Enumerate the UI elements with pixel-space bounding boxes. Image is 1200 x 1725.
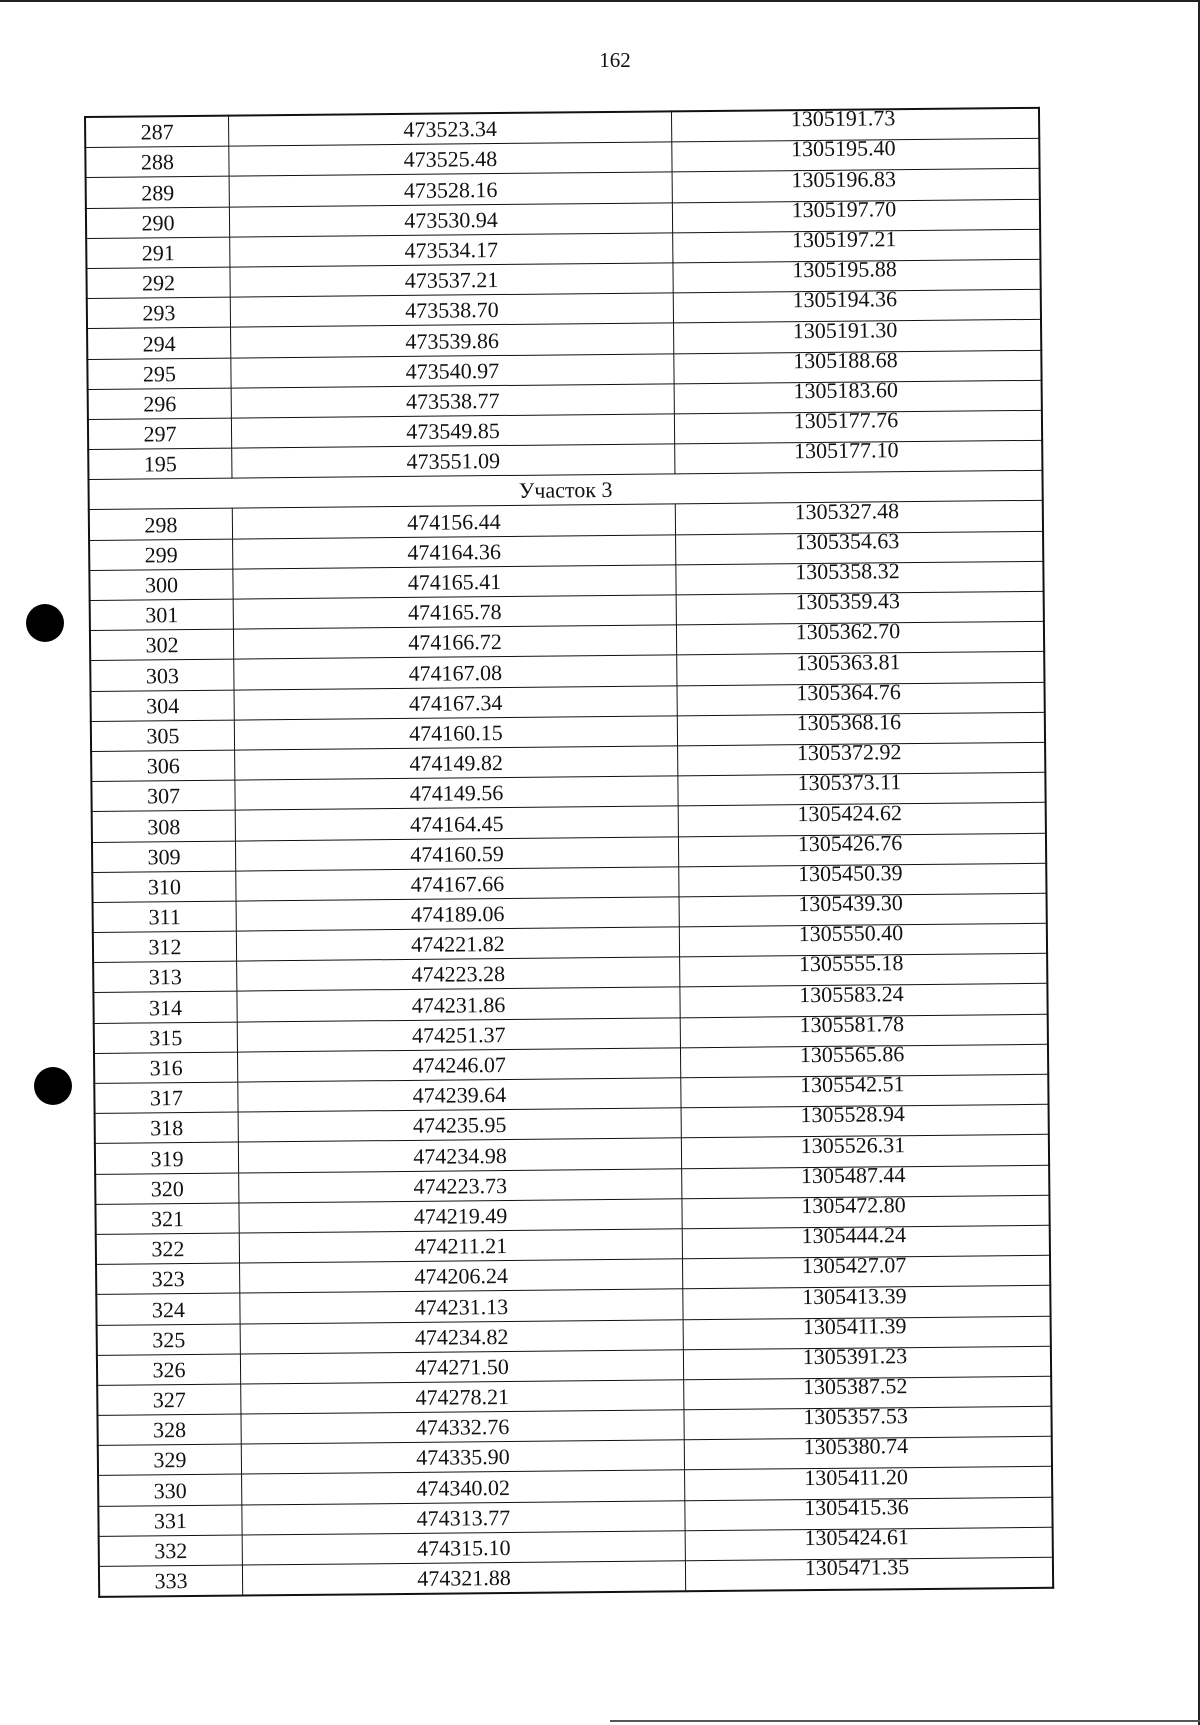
point-number-cell [96, 1233, 240, 1265]
x-coordinate-cell [240, 1349, 683, 1383]
x-coordinate-text: 474149.56 [409, 780, 504, 807]
x-coordinate-text: 474167.66 [410, 870, 505, 897]
point-number-cell [90, 599, 234, 631]
x-coordinate-cell [238, 1138, 681, 1172]
y-coordinate-text: 1305327.48 [794, 497, 900, 524]
x-coordinate-text: 474231.13 [414, 1293, 509, 1320]
x-coordinate-text: 474235.95 [412, 1112, 507, 1139]
point-number-text: 319 [150, 1145, 184, 1171]
x-coordinate-cell [242, 1500, 685, 1534]
y-coordinate-text: 1305444.24 [801, 1222, 907, 1249]
point-number-text: 325 [152, 1326, 186, 1353]
x-coordinate-cell [242, 1561, 685, 1596]
x-coordinate-cell [229, 111, 672, 146]
y-coordinate-cell [675, 437, 1043, 474]
x-coordinate-cell [231, 323, 674, 357]
y-coordinate-text: 1305550.40 [798, 920, 904, 947]
x-coordinate-cell [230, 263, 673, 297]
y-coordinate-text: 1305372.92 [796, 739, 902, 766]
point-number-cell [99, 1565, 243, 1597]
point-number-text: 298 [144, 511, 178, 538]
point-number-cell [94, 1082, 238, 1114]
point-number-cell [92, 841, 236, 873]
x-coordinate-text: 474239.64 [412, 1082, 507, 1109]
x-coordinate-cell [234, 655, 677, 689]
x-coordinate-text: 474165.78 [407, 599, 502, 626]
x-coordinate-cell [235, 806, 678, 840]
y-coordinate-cell [685, 1554, 1053, 1591]
point-number-text: 295 [142, 360, 177, 387]
x-coordinate-cell [229, 202, 672, 236]
point-number-cell [95, 1112, 239, 1144]
point-number-text: 332 [154, 1538, 188, 1564]
y-coordinate-text: 1305195.88 [792, 256, 897, 283]
y-coordinate-text: 1305188.68 [793, 346, 898, 373]
point-number-cell [86, 176, 230, 208]
x-coordinate-text: 473551.09 [406, 448, 501, 475]
x-coordinate-text: 473538.70 [405, 297, 499, 324]
x-coordinate-cell [239, 1199, 682, 1233]
point-number-text: 289 [141, 179, 175, 206]
point-number-text: 324 [151, 1296, 186, 1322]
point-number-text: 329 [153, 1447, 187, 1473]
point-number-text: 308 [147, 813, 181, 839]
x-coordinate-cell [229, 142, 672, 176]
point-number-text: 293 [142, 300, 176, 326]
y-coordinate-text: 1305581.78 [799, 1010, 905, 1037]
point-number-text: 290 [141, 209, 175, 236]
x-coordinate-cell [230, 293, 673, 327]
x-coordinate-text: 474164.36 [407, 538, 502, 565]
point-number-text: 297 [143, 421, 177, 447]
x-coordinate-cell [232, 504, 675, 538]
x-coordinate-text: 474211.21 [414, 1233, 508, 1260]
x-coordinate-cell [236, 897, 679, 931]
y-coordinate-text: 1305191.30 [792, 316, 898, 343]
point-number-cell [97, 1384, 241, 1416]
coordinates-table-wrapper [84, 107, 1054, 1598]
point-number-cell [97, 1324, 241, 1356]
y-coordinate-text: 1305368.16 [796, 709, 902, 736]
y-coordinate-text: 1305177.76 [793, 407, 899, 434]
x-coordinate-cell [240, 1319, 683, 1353]
point-number-cell [93, 961, 237, 993]
point-number-text: 195 [143, 451, 177, 477]
point-number-cell [93, 992, 237, 1024]
point-number-text: 331 [153, 1507, 188, 1534]
x-coordinate-text: 474223.73 [413, 1172, 508, 1199]
y-coordinate-text: 1305415.36 [804, 1493, 909, 1520]
point-number-cell [89, 509, 233, 541]
point-number-cell [87, 297, 231, 329]
point-number-text: 288 [140, 149, 175, 175]
x-coordinate-text: 474246.07 [412, 1051, 506, 1078]
x-coordinate-cell [238, 1108, 681, 1142]
x-coordinate-cell [235, 776, 678, 810]
x-coordinate-text: 474156.44 [407, 508, 501, 535]
x-coordinate-cell [235, 746, 678, 780]
x-coordinate-cell [236, 867, 679, 901]
point-number-text: 310 [147, 873, 182, 900]
x-coordinate-text: 474223.28 [411, 961, 506, 988]
y-coordinate-text: 1305197.21 [791, 226, 897, 253]
x-coordinate-cell [242, 1531, 685, 1565]
y-coordinate-text: 1305427.07 [801, 1252, 907, 1279]
x-coordinate-text: 474189.06 [410, 901, 505, 927]
x-coordinate-cell [237, 1048, 680, 1082]
point-number-cell [95, 1173, 239, 1205]
point-number-text: 307 [146, 783, 181, 809]
x-coordinate-cell [234, 716, 677, 750]
point-number-text: 326 [152, 1356, 186, 1383]
point-number-cell [88, 448, 232, 480]
x-coordinate-cell [240, 1259, 683, 1293]
punch-hole [34, 1067, 72, 1105]
x-coordinate-text: 474160.59 [410, 840, 504, 867]
point-number-text: 299 [144, 541, 178, 568]
x-coordinate-text: 474167.34 [408, 689, 503, 716]
x-coordinate-text: 474313.77 [416, 1504, 511, 1531]
x-coordinate-text: 474234.98 [413, 1142, 507, 1169]
x-coordinate-text: 474149.82 [409, 750, 504, 777]
x-coordinate-text: 474234.82 [414, 1323, 509, 1350]
x-coordinate-cell [237, 957, 680, 991]
point-number-text: 315 [149, 1024, 183, 1051]
x-coordinate-text: 473549.85 [406, 418, 500, 444]
x-coordinate-cell [242, 1470, 685, 1504]
y-coordinate-text: 1305354.63 [794, 528, 900, 555]
point-number-text: 296 [143, 391, 177, 417]
point-number-text: 330 [153, 1477, 187, 1504]
point-number-text: 317 [149, 1085, 184, 1111]
x-coordinate-text: 474166.72 [408, 629, 502, 656]
x-coordinate-text: 474160.15 [409, 719, 503, 746]
x-coordinate-text: 473523.34 [403, 116, 498, 143]
x-coordinate-text: 474335.90 [416, 1444, 510, 1471]
x-coordinate-cell [234, 685, 677, 719]
x-coordinate-cell [237, 987, 680, 1021]
point-number-text: 301 [145, 602, 179, 628]
x-coordinate-text: 473540.97 [405, 357, 500, 384]
point-number-cell [96, 1293, 240, 1325]
x-coordinate-cell [233, 534, 676, 568]
point-number-cell [92, 810, 236, 842]
x-coordinate-text: 474278.21 [415, 1384, 510, 1410]
x-coordinate-cell [231, 414, 674, 448]
x-coordinate-text: 474221.82 [411, 931, 505, 958]
point-number-cell [89, 539, 233, 571]
point-number-cell [90, 659, 234, 691]
point-number-text: 287 [140, 119, 174, 145]
x-coordinate-cell [241, 1410, 684, 1444]
point-number-text: 333 [154, 1568, 188, 1594]
point-number-cell [98, 1444, 242, 1476]
x-coordinate-text: 473534.17 [404, 236, 499, 263]
point-number-cell [99, 1535, 243, 1567]
y-coordinate-text: 1305380.74 [803, 1433, 909, 1460]
x-coordinate-text: 474251.37 [411, 1021, 506, 1048]
point-number-text: 312 [148, 934, 182, 960]
y-coordinate-text: 1305472.80 [801, 1192, 906, 1219]
y-coordinate-text: 1305177.10 [793, 437, 899, 464]
x-coordinate-cell [231, 384, 674, 418]
x-coordinate-text: 473537.21 [404, 267, 499, 294]
x-coordinate-cell [241, 1380, 684, 1414]
x-coordinate-text: 474231.86 [411, 991, 506, 1018]
y-coordinate-text: 1305359.43 [795, 588, 901, 615]
y-coordinate-text: 1305487.44 [800, 1161, 906, 1188]
x-coordinate-cell [238, 1078, 681, 1112]
point-number-cell [97, 1354, 241, 1386]
point-number-cell [92, 871, 236, 903]
point-number-text: 328 [152, 1417, 187, 1443]
x-coordinate-text: 474321.88 [417, 1565, 511, 1592]
point-number-cell [93, 901, 237, 933]
x-coordinate-cell [232, 444, 675, 478]
x-coordinate-cell [239, 1229, 682, 1263]
point-number-cell [95, 1142, 239, 1174]
point-number-text: 309 [147, 843, 181, 870]
point-number-text: 323 [151, 1266, 185, 1292]
point-number-cell [85, 116, 229, 148]
section-title: Участок 3 [88, 471, 1042, 510]
y-coordinate-text: 1305542.51 [799, 1071, 905, 1098]
x-coordinate-cell [233, 625, 676, 659]
y-coordinate-text: 1305183.60 [793, 377, 899, 404]
x-coordinate-text: 474167.08 [408, 659, 503, 686]
y-coordinate-text: 1305439.30 [798, 890, 903, 917]
y-coordinate-text: 1305413.39 [801, 1282, 907, 1309]
point-number-cell [86, 207, 230, 239]
x-coordinate-text: 473525.48 [403, 146, 498, 173]
x-coordinate-text: 473530.94 [404, 206, 498, 233]
x-coordinate-cell [240, 1289, 683, 1323]
x-coordinate-text: 474165.41 [407, 569, 502, 595]
point-number-text: 327 [152, 1387, 186, 1413]
y-coordinate-text: 1305196.83 [791, 165, 897, 192]
point-number-cell [88, 418, 232, 450]
y-coordinate-text: 1305391.23 [802, 1343, 908, 1370]
point-number-text: 311 [148, 904, 181, 930]
point-number-text: 300 [144, 572, 179, 598]
point-number-cell [94, 1022, 238, 1054]
point-number-cell [87, 327, 231, 359]
point-number-cell [91, 750, 235, 782]
x-coordinate-cell [237, 1017, 680, 1051]
y-coordinate-text: 1305555.18 [798, 950, 904, 977]
x-coordinate-cell [229, 172, 672, 206]
y-coordinate-text: 1305450.39 [797, 860, 903, 887]
page-number: 162 [599, 48, 631, 72]
point-number-cell [94, 1052, 238, 1084]
y-coordinate-text: 1305191.73 [790, 105, 896, 132]
point-number-text: 306 [146, 753, 180, 779]
point-number-text: 318 [150, 1115, 184, 1141]
point-number-cell [98, 1505, 242, 1537]
y-coordinate-text: 1305363.81 [795, 648, 901, 675]
x-coordinate-cell [230, 233, 673, 267]
point-number-text: 322 [151, 1236, 185, 1262]
y-coordinate-text: 1305357.53 [803, 1403, 908, 1430]
y-coordinate-text: 1305411.20 [804, 1463, 909, 1490]
x-coordinate-cell [233, 565, 676, 599]
point-number-text: 303 [145, 662, 179, 688]
y-coordinate-text: 1305197.70 [791, 195, 897, 222]
x-coordinate-text: 474219.49 [413, 1202, 508, 1229]
point-number-text: 305 [146, 723, 180, 749]
point-number-cell [89, 569, 233, 601]
point-number-cell [97, 1414, 241, 1446]
y-coordinate-text: 1305426.76 [797, 829, 903, 856]
point-number-cell [86, 267, 230, 299]
coordinates-table [84, 107, 1054, 1598]
y-coordinate-text: 1305471.35 [804, 1554, 910, 1581]
point-number-cell [91, 780, 235, 812]
punch-hole [26, 604, 64, 642]
coordinates-table-body-part2 [89, 497, 1053, 1597]
point-number-text: 316 [149, 1055, 183, 1081]
y-coordinate-text: 1305373.11 [797, 769, 902, 796]
x-coordinate-cell [235, 836, 678, 870]
x-coordinate-text: 474340.02 [416, 1474, 511, 1501]
y-coordinate-text: 1305194.36 [792, 286, 898, 313]
x-coordinate-text: 473528.16 [403, 176, 498, 203]
point-number-cell [91, 690, 235, 722]
point-number-text: 313 [148, 964, 182, 990]
point-number-cell [91, 720, 235, 752]
x-coordinate-cell [233, 595, 676, 629]
y-coordinate-text: 1305528.94 [800, 1101, 905, 1128]
point-number-text: 320 [150, 1175, 184, 1202]
point-number-cell [86, 237, 230, 269]
y-coordinate-text: 1305526.31 [800, 1131, 906, 1158]
point-number-cell [93, 931, 237, 963]
x-coordinate-text: 474206.24 [414, 1263, 509, 1290]
point-number-text: 291 [141, 240, 175, 266]
point-number-cell [88, 388, 232, 420]
x-coordinate-text: 474164.45 [409, 810, 504, 837]
y-coordinate-text: 1305424.62 [797, 799, 903, 826]
page-bottom-edge [610, 1720, 1200, 1722]
y-coordinate-text: 1305364.76 [796, 678, 901, 705]
y-coordinate-text: 1305411.39 [802, 1312, 907, 1339]
point-number-cell [98, 1474, 242, 1506]
point-number-cell [87, 358, 231, 390]
point-number-text: 304 [146, 692, 180, 719]
y-coordinate-text: 1305583.24 [799, 980, 904, 1007]
point-number-text: 321 [150, 1206, 185, 1232]
point-number-cell [95, 1203, 239, 1235]
point-number-cell [85, 146, 229, 178]
x-coordinate-text: 474315.10 [416, 1534, 511, 1561]
x-coordinate-text: 474271.50 [415, 1353, 509, 1380]
point-number-text: 294 [142, 330, 176, 356]
x-coordinate-cell [241, 1440, 684, 1474]
y-coordinate-text: 1305362.70 [795, 618, 901, 645]
x-coordinate-text: 474332.76 [415, 1414, 510, 1441]
x-coordinate-text: 473539.86 [405, 327, 500, 354]
x-coordinate-cell [239, 1168, 682, 1202]
point-number-text: 292 [141, 270, 176, 296]
x-coordinate-cell [231, 353, 674, 387]
y-coordinate-text: 1305387.52 [802, 1373, 908, 1400]
point-number-text: 302 [145, 632, 179, 658]
x-coordinate-text: 473538.77 [405, 387, 500, 414]
y-coordinate-text: 1305565.86 [799, 1041, 905, 1068]
coordinates-table-body-part1 [85, 105, 1042, 480]
point-number-cell [96, 1263, 240, 1295]
y-coordinate-text: 1305195.40 [790, 135, 896, 162]
y-coordinate-text: 1305358.32 [795, 558, 900, 585]
y-coordinate-text: 1305424.61 [804, 1524, 910, 1551]
point-number-cell [90, 629, 234, 661]
point-number-text: 314 [148, 994, 183, 1021]
x-coordinate-cell [236, 927, 679, 961]
